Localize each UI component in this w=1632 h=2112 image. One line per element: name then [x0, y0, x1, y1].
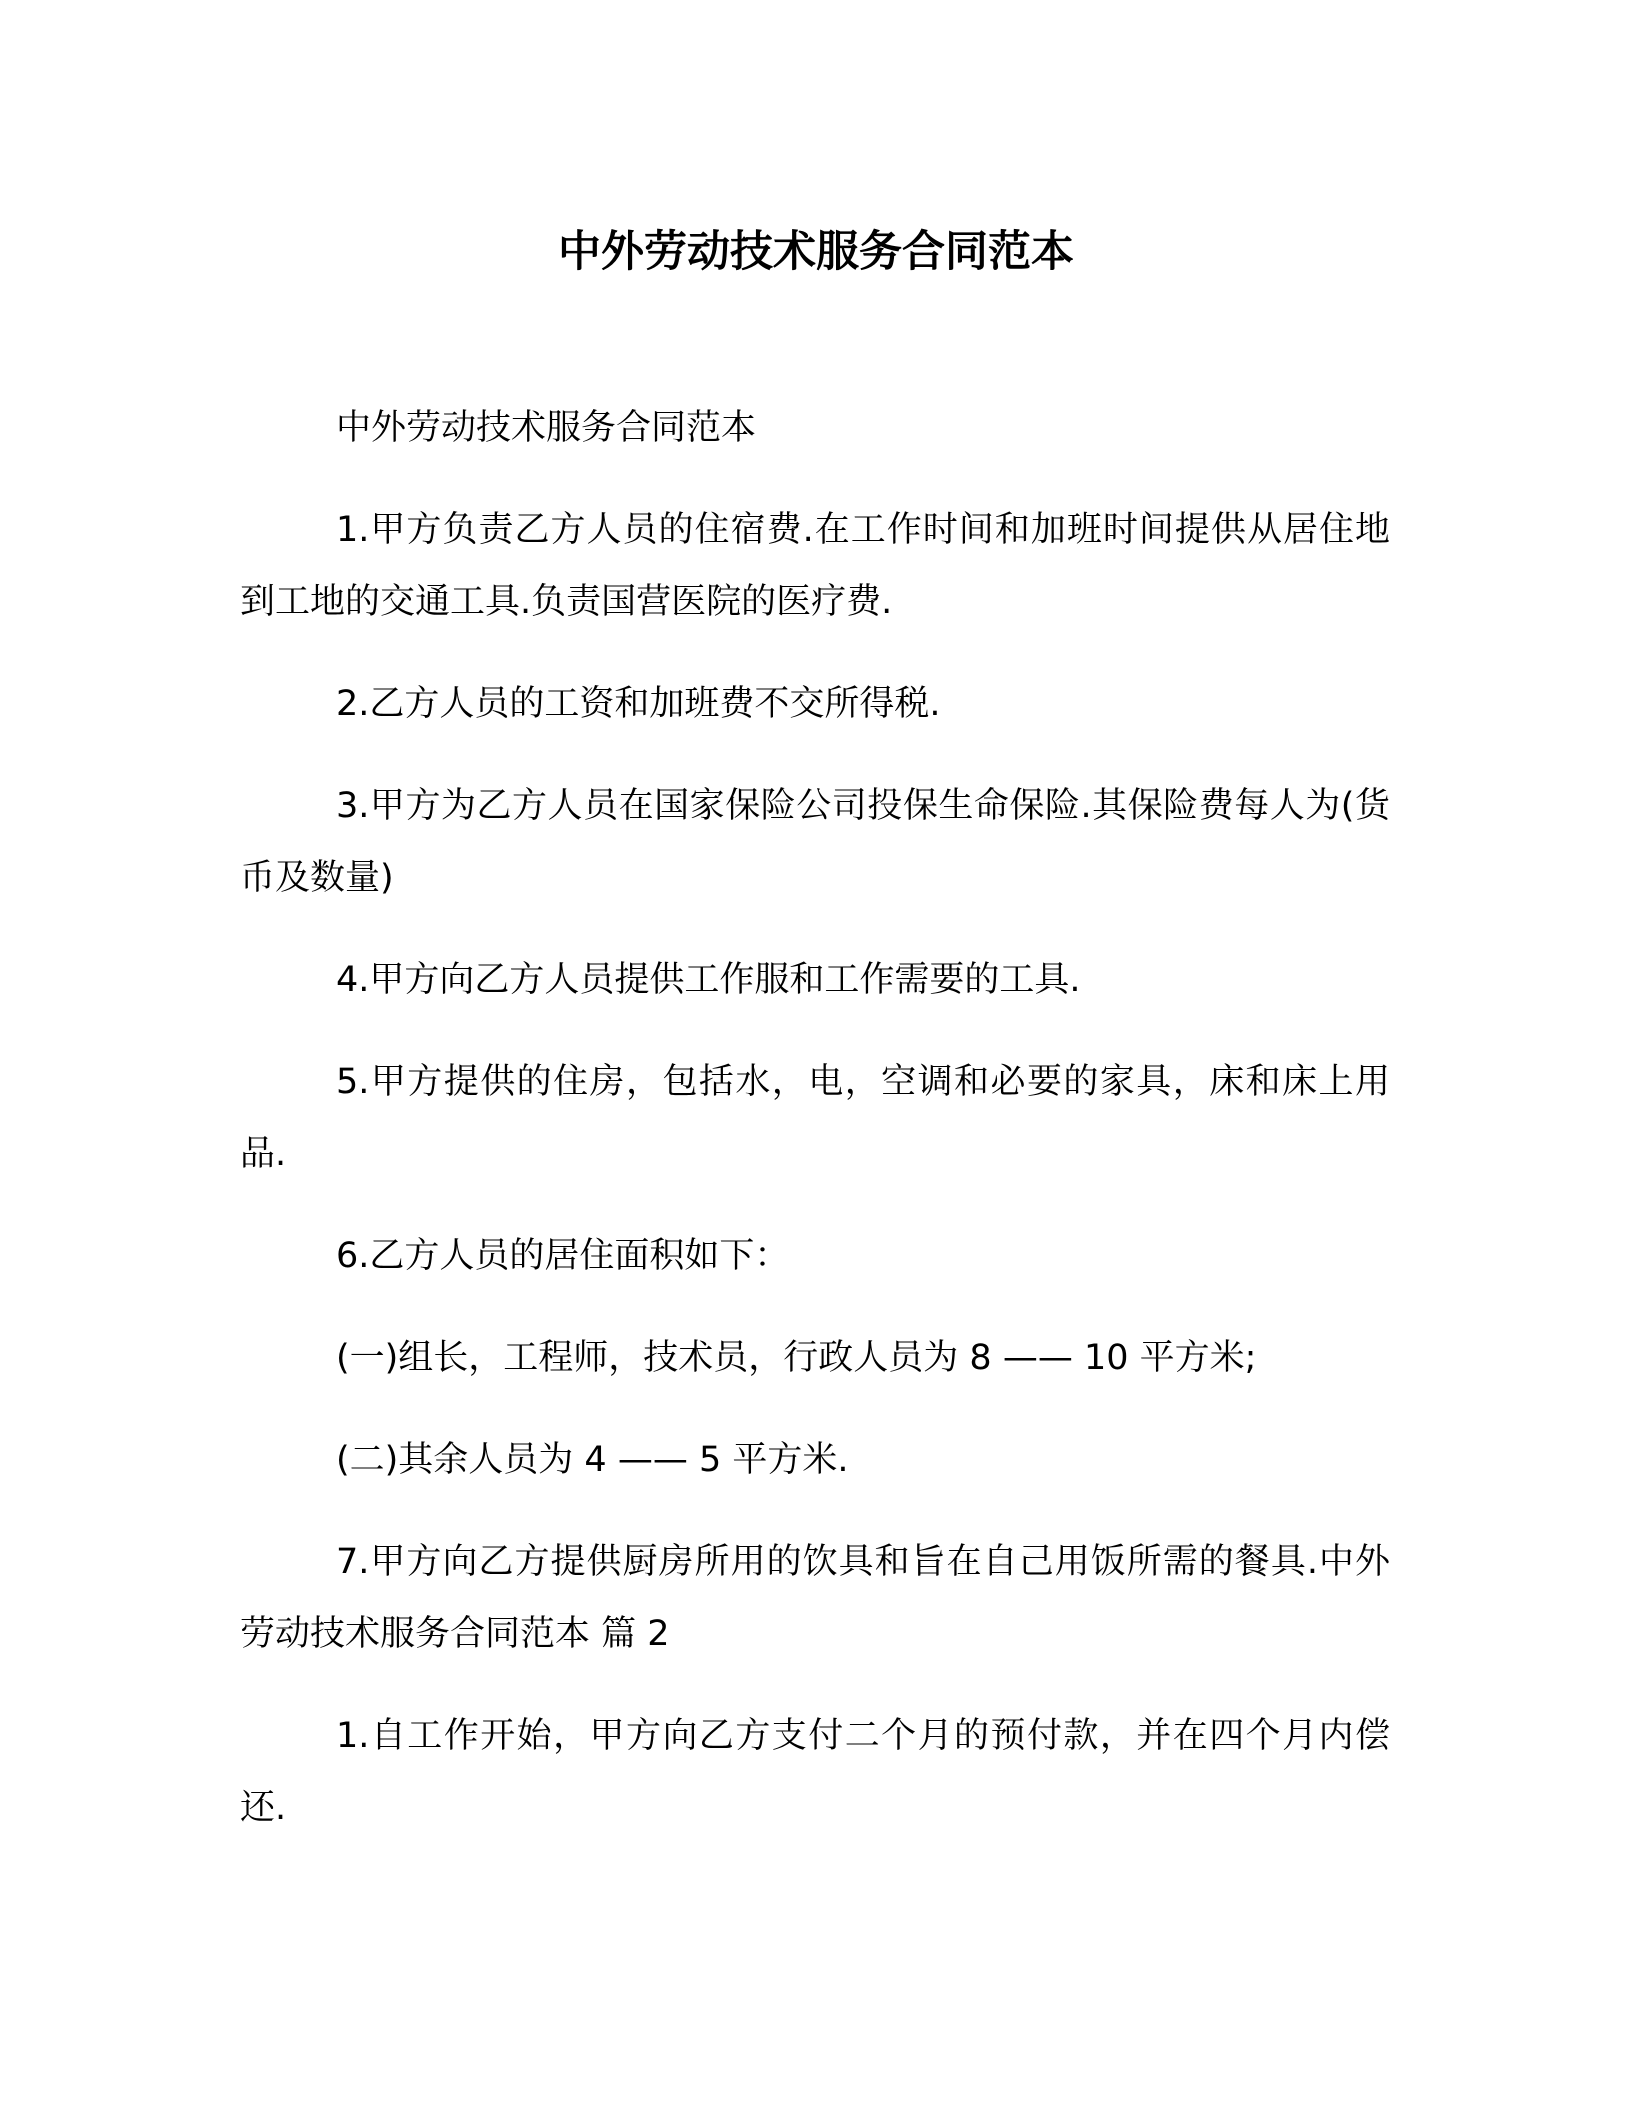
- paragraph-item-5: 5.甲方提供的住房，包括水，电，空调和必要的家具，床和床上用品.: [240, 1062, 1390, 1174]
- paragraph-subitem-2: (二)其余人员为 4 —— 5 平方米.: [336, 1440, 849, 1480]
- paragraph-item-3: 3.甲方为乙方人员在国家保险公司投保生命保险.其保险费每人为(货币及数量): [240, 786, 1390, 898]
- document-title: 中外劳动技术服务合同范本: [558, 227, 1074, 277]
- paragraph-item-6: 6.乙方人员的居住面积如下：: [336, 1236, 790, 1276]
- paragraph-subitem-1: (一)组长，工程师，技术员，行政人员为 8 —— 10 平方米;: [336, 1338, 1257, 1378]
- paragraph-subtitle: 中外劳动技术服务合同范本: [336, 408, 757, 448]
- paragraph-item-7: 7.甲方向乙方提供厨房所用的饮具和旨在自己用饭所需的餐具.中外劳动技术服务合同范本 篇 2: [240, 1542, 1390, 1654]
- paragraph-item-1: 1.甲方负责乙方人员的住宿费.在工作时间和加班时间提供从居住地到工地的交通工具.负责国营医院的医疗费.: [240, 510, 1390, 622]
- paragraph-item-2: 2.乙方人员的工资和加班费不交所得税.: [336, 684, 941, 724]
- paragraph-section2-item-1: 1.自工作开始，甲方向乙方支付二个月的预付款，并在四个月内偿还.: [240, 1716, 1390, 1828]
- document-body: [240, 392, 1390, 1874]
- paragraph-item-4: 4.甲方向乙方人员提供工作服和工作需要的工具.: [336, 960, 1081, 1000]
